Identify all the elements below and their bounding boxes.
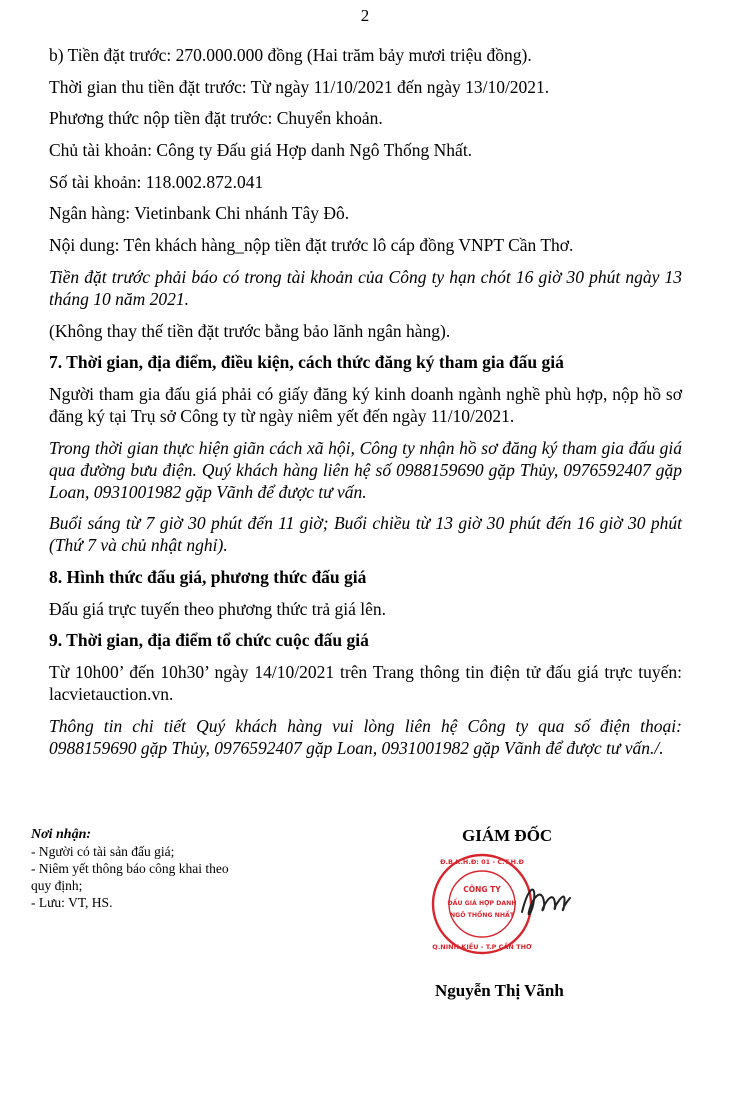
paragraph-contact-info: Thông tin chi tiết Quý khách hàng vui lòng liên hệ Công ty qua số điện thoại: 0988159690 gặp Thủy, 0976592407 gặp Loan, 0931001982 gặp Vãnh để được tư vấn./. [49, 715, 682, 758]
paragraph-deposit-amount: b) Tiền đặt trước: 270.000.000 đồng (Hai trăm bảy mươi triệu đồng). [49, 45, 532, 65]
svg-text:NGÔ THỐNG NHẤT: NGÔ THỐNG NHẤT [449, 912, 515, 919]
signer-name: Nguyễn Thị Vãnh [435, 981, 564, 1000]
paragraph-payment-method: Phương thức nộp tiền đặt trước: Chuyển khoản. [49, 108, 383, 129]
paragraph-no-bank-guarantee: (Không thay thế tiền đặt trước bằng bảo lãnh ngân hàng). [49, 320, 451, 341]
signature-title: GIÁM ĐỐC [462, 826, 553, 845]
paragraph-auction-time-place: Từ 10h00’ đến 10h30’ ngày 14/10/2021 trên Trang thông tin điện tử đấu giá trực tuyến: lacvietauction.vn. [49, 662, 682, 704]
recipient-item: - Lưu: VT, HS. [31, 895, 113, 910]
heading-section-8: 8. Hình thức đấu giá, phương thức đấu giá [49, 566, 367, 587]
svg-text:ĐẤU GIÁ HỢP DANH: ĐẤU GIÁ HỢP DANH [447, 900, 517, 907]
recipients-block [31, 826, 231, 911]
recipients-title: Nơi nhận: [31, 827, 92, 842]
paragraph-deposit-deadline: Tiền đặt trước phải báo có trong tài khoản của Công ty hạn chót 16 giờ 30 phút ngày 13 tháng 10 năm 2021. [49, 266, 682, 309]
recipient-item: - Niêm yết thông báo công khai theo quy định; [31, 861, 229, 893]
paragraph-office-hours: Buổi sáng từ 7 giờ 30 phút đến 11 giờ; Buổi chiều từ 13 giờ 30 phút đến 16 giờ 30 phút (Thứ 7 và chủ nhật nghỉ). [49, 513, 682, 556]
document-body [49, 44, 682, 768]
paragraph-transfer-content: Nội dung: Tên khách hàng_nộp tiền đặt trước lô cáp đồng VNPT Cần Thơ. [49, 235, 574, 256]
paragraph-auction-method: Đấu giá trực tuyến theo phương thức trả giá lên. [49, 598, 387, 619]
recipient-item: - Người có tài sản đấu giá; [31, 844, 175, 859]
paragraph-registration-requirements: Người tham gia đấu giá phải có giấy đăng ký kinh doanh ngành nghề phù hợp, nộp hồ sơ đăng ký tại Trụ sở Công ty từ ngày niêm yết đến ngày 11/10/2021. [49, 383, 682, 426]
heading-section-9: 9. Thời gian, địa điểm tổ chức cuộc đấu giá [49, 630, 369, 651]
signature-area [424, 848, 614, 960]
paragraph-bank: Ngân hàng: Vietinbank Chi nhánh Tây Đô. [49, 203, 350, 224]
paragraph-deposit-period: Thời gian thu tiền đặt trước: Từ ngày 11/10/2021 đến ngày 13/10/2021. [49, 76, 550, 97]
company-stamp [424, 848, 614, 960]
svg-text:Q.NINH KIỀU - T.P CẦN THƠ: Q.NINH KIỀU - T.P CẦN THƠ [432, 943, 532, 951]
paragraph-account-number: Số tài khoản: 118.002.872.041 [49, 171, 264, 192]
paragraph-account-holder: Chủ tài khoản: Công ty Đấu giá Hợp danh Ngô Thống Nhất. [49, 140, 473, 161]
svg-text:Đ.B.K.H.Đ: 01 - C.T.H.Đ: Đ.B.K.H.Đ: 01 - C.T.H.Đ [440, 858, 524, 866]
page-number: 2 [360, 6, 370, 25]
heading-section-7: 7. Thời gian, địa điểm, điều kiện, cách thức đăng ký tham gia đấu giá [49, 352, 564, 373]
svg-text:CÔNG TY: CÔNG TY [463, 885, 501, 894]
paragraph-postal-registration: Trong thời gian thực hiện giãn cách xã hội, Công ty nhận hồ sơ đăng ký tham gia đấu giá qua đường bưu điện. Quý khách hàng liên hệ số 0988159690 gặp Thủy, 0976592407 gặp Loan, 0931001982 gặp Vãnh để được tư vấn. [49, 437, 682, 502]
